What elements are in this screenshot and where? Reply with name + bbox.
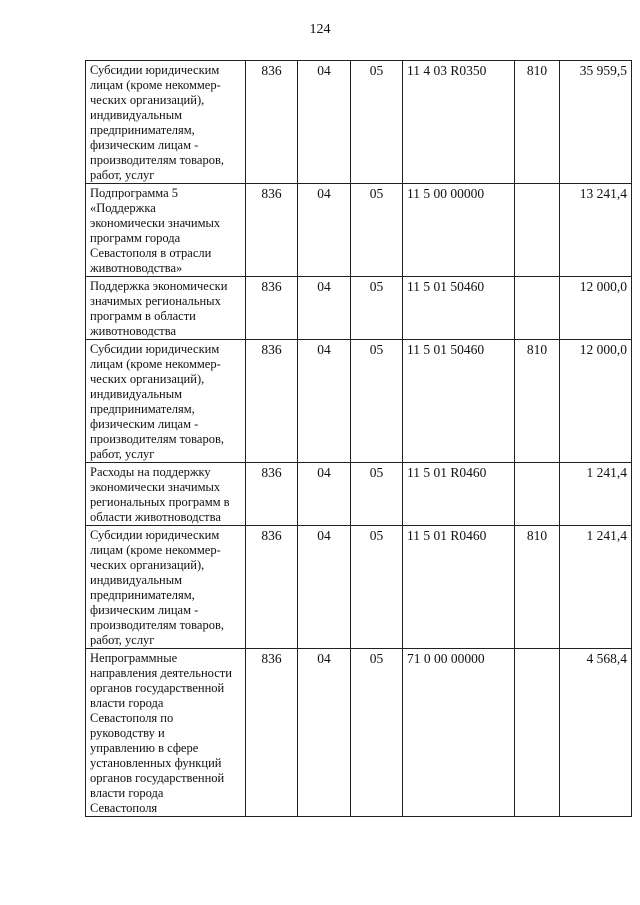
row-name-cell bbox=[86, 649, 246, 817]
row-name: Субсидии юридическим лицам (кроме некоммер- ческих организаций), индивидуальным предпринимателям, физическим лицам - производителям товаров, работ, услуг bbox=[90, 528, 224, 647]
row-name: Расходы на поддержку экономически значимых региональных программ в области животноводства bbox=[90, 465, 230, 524]
row-name: Непрограммные направления деятельности органов государственной власти города Севастополя по руководству и управлению в сфере установленных функций органов государственной власти города Севастополя bbox=[90, 651, 232, 815]
subsection-code: 05 bbox=[351, 184, 403, 277]
row-name-cell bbox=[86, 61, 246, 184]
expense-type bbox=[515, 463, 560, 526]
subsection-code: 05 bbox=[351, 463, 403, 526]
table-row bbox=[86, 463, 632, 526]
section-code: 04 bbox=[298, 526, 351, 649]
subsection-code: 05 bbox=[351, 340, 403, 463]
expense-type bbox=[515, 184, 560, 277]
expense-type: 810 bbox=[515, 526, 560, 649]
ministry-code: 836 bbox=[246, 184, 298, 277]
ministry-code: 836 bbox=[246, 277, 298, 340]
target-article: 11 5 01 50460 bbox=[403, 340, 515, 463]
amount: 12 000,0 bbox=[560, 277, 632, 340]
ministry-code: 836 bbox=[246, 61, 298, 184]
section-code: 04 bbox=[298, 184, 351, 277]
target-article: 71 0 00 00000 bbox=[403, 649, 515, 817]
subsection-code: 05 bbox=[351, 277, 403, 340]
amount: 1 241,4 bbox=[560, 526, 632, 649]
target-article: 11 5 01 R0460 bbox=[403, 463, 515, 526]
row-name: Подпрограмма 5 «Поддержка экономически значимых программ города Севастополя в отрасли животноводства» bbox=[90, 186, 221, 275]
target-article: 11 4 03 R0350 bbox=[403, 61, 515, 184]
row-name: Поддержка экономически значимых региональных программ в области животноводства bbox=[90, 279, 228, 338]
expense-type: 810 bbox=[515, 340, 560, 463]
expense-type bbox=[515, 277, 560, 340]
row-name-cell bbox=[86, 463, 246, 526]
expense-type: 810 bbox=[515, 61, 560, 184]
table-row bbox=[86, 277, 632, 340]
row-name: Субсидии юридическим лицам (кроме некоммер- ческих организаций), индивидуальным предпринимателям, физическим лицам - производителям товаров, работ, услуг bbox=[90, 63, 224, 182]
target-article: 11 5 01 50460 bbox=[403, 277, 515, 340]
ministry-code: 836 bbox=[246, 463, 298, 526]
target-article: 11 5 01 R0460 bbox=[403, 526, 515, 649]
row-name-cell bbox=[86, 184, 246, 277]
amount: 35 959,5 bbox=[560, 61, 632, 184]
section-code: 04 bbox=[298, 463, 351, 526]
amount: 4 568,4 bbox=[560, 649, 632, 817]
section-code: 04 bbox=[298, 61, 351, 184]
table-row bbox=[86, 340, 632, 463]
row-name-cell bbox=[86, 340, 246, 463]
subsection-code: 05 bbox=[351, 649, 403, 817]
amount: 13 241,4 bbox=[560, 184, 632, 277]
section-code: 04 bbox=[298, 649, 351, 817]
section-code: 04 bbox=[298, 340, 351, 463]
row-name-cell bbox=[86, 277, 246, 340]
subsection-code: 05 bbox=[351, 526, 403, 649]
table-row bbox=[86, 61, 632, 184]
ministry-code: 836 bbox=[246, 340, 298, 463]
budget-table bbox=[85, 60, 632, 817]
row-name-cell bbox=[86, 526, 246, 649]
amount: 12 000,0 bbox=[560, 340, 632, 463]
target-article: 11 5 00 00000 bbox=[403, 184, 515, 277]
expense-type bbox=[515, 649, 560, 817]
ministry-code: 836 bbox=[246, 526, 298, 649]
table-row bbox=[86, 649, 632, 817]
ministry-code: 836 bbox=[246, 649, 298, 817]
row-name: Субсидии юридическим лицам (кроме некоммер- ческих организаций), индивидуальным предпринимателям, физическим лицам - производителям товаров, работ, услуг bbox=[90, 342, 224, 461]
amount: 1 241,4 bbox=[560, 463, 632, 526]
section-code: 04 bbox=[298, 277, 351, 340]
table-row bbox=[86, 526, 632, 649]
page-number: 124 bbox=[309, 22, 331, 37]
table-row bbox=[86, 184, 632, 277]
subsection-code: 05 bbox=[351, 61, 403, 184]
